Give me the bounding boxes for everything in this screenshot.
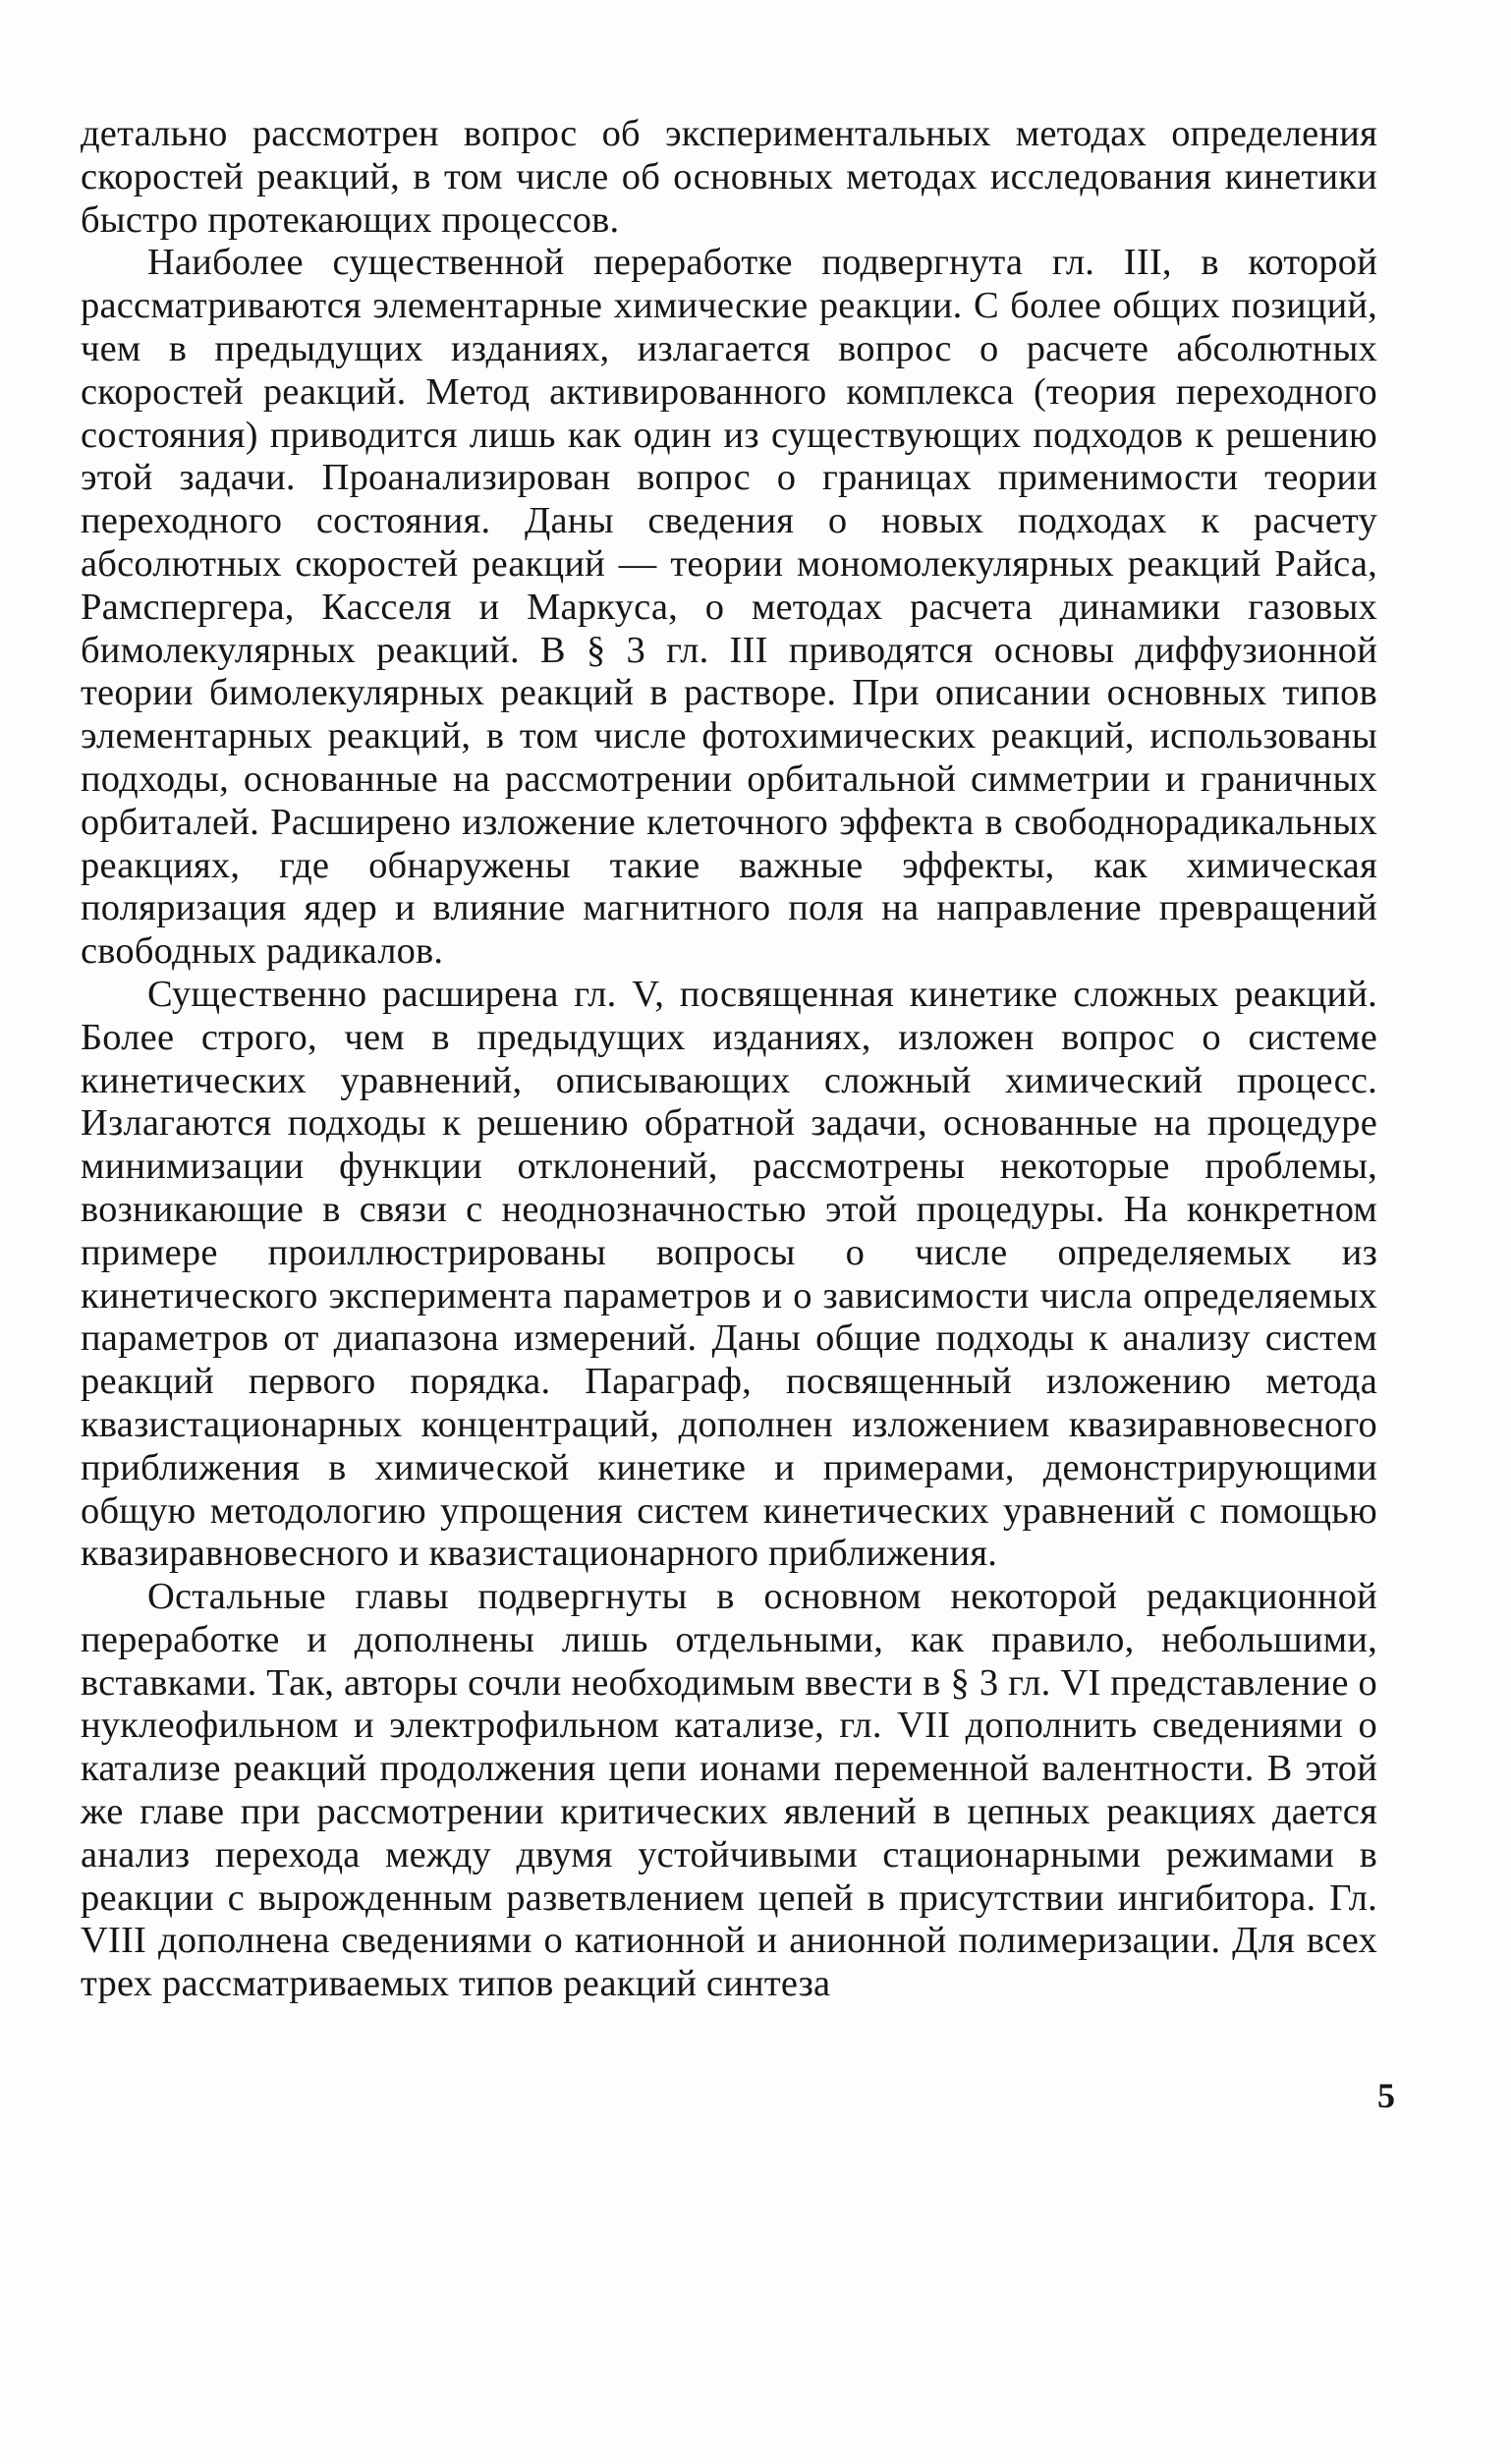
body-text <box>81 113 1377 2006</box>
paragraph-chapter-iii: Наиболее существенной переработке подвергнута гл. III, в которой рассматриваются элементарные химические реакции. С более общих позиций, чем в предыдущих изданиях, излагается вопрос о расчете абсолютных скоростей реакций. Метод активированного комплекса (теория переходного состояния) приводится лишь как один из существующих подходов к решению этой задачи. Проанализирован вопрос о границах применимости теории переходного состояния. Даны сведения о новых подходах к расчету абсолютных скоростей реакций — теории мономолекулярных реакций Райса, Рамспергера, Касселя и Маркуса, о методах расчета динамики газовых бимолекулярных реакций. В § 3 гл. III приводятся основы диффузионной теории бимолекулярных реакций в растворе. При описании основных типов элементарных реакций, в том числе фотохимических реакций, использованы подходы, основанные на рассмотрении орбитальной симметрии и граничных орбиталей. Расширено изложение клеточного эффекта в свободнорадикальных реакциях, где обнаружены такие важные эффекты, как химическая поляризация ядер и влияние магнитного поля на направление превращений свободных радикалов. <box>81 242 1377 973</box>
paragraph-continued: детально рассмотрен вопрос об экспериментальных методах определения скоростей реакций, в том числе об основных методах исследования кинетики быстро протекающих процессов. <box>81 113 1377 241</box>
scan-artifact <box>29 10 43 59</box>
page-number: 5 <box>1377 2076 1395 2115</box>
paragraph-chapter-v: Существенно расширена гл. V, посвященная кинетике сложных реакций. Более строго, чем в предыдущих изданиях, изложен вопрос о системе кинетических уравнений, описывающих сложный химический процесс. Излагаются подходы к решению обратной задачи, основанные на процедуре минимизации функции отклонений, рассмотрены некоторые проблемы, возникающие в связи с неоднозначностью этой процедуры. На конкретном примере проиллюстрированы вопросы о числе определяемых из кинетического эксперимента параметров и о зависимости числа определяемых параметров от диапазона измерений. Даны общие подходы к анализу систем реакций первого порядка. Параграф, посвященный изложению метода квазистационарных концентраций, дополнен изложением квазиравновесного приближения в химической кинетике и примерами, демонстрирующими общую методологию упрощения систем кинетических уравнений с помощью квазиравновесного и квазистационарного приближения. <box>81 973 1377 1575</box>
paragraph-other-chapters: Остальные главы подвергнуты в основном некоторой редакционной переработке и дополнены лишь отдельными, как правило, небольшими, вставками. Так, авторы сочли необходимым ввести в § 3 гл. VI представление о нуклеофильном и электрофильном катализе, гл. VII дополнить сведениями о катализе реакций продолжения цепи ионами переменной валентности. В этой же главе при рассмотрении критических явлений в цепных реакциях дается анализ перехода между двумя устойчивыми стационарными режимами в реакции с вырожденным разветвлением цепей в присутствии ингибитора. Гл. VIII дополнена сведениями о катионной и анионной полимеризации. Для всех трех рассматриваемых типов реакций синтеза <box>81 1576 1377 2005</box>
